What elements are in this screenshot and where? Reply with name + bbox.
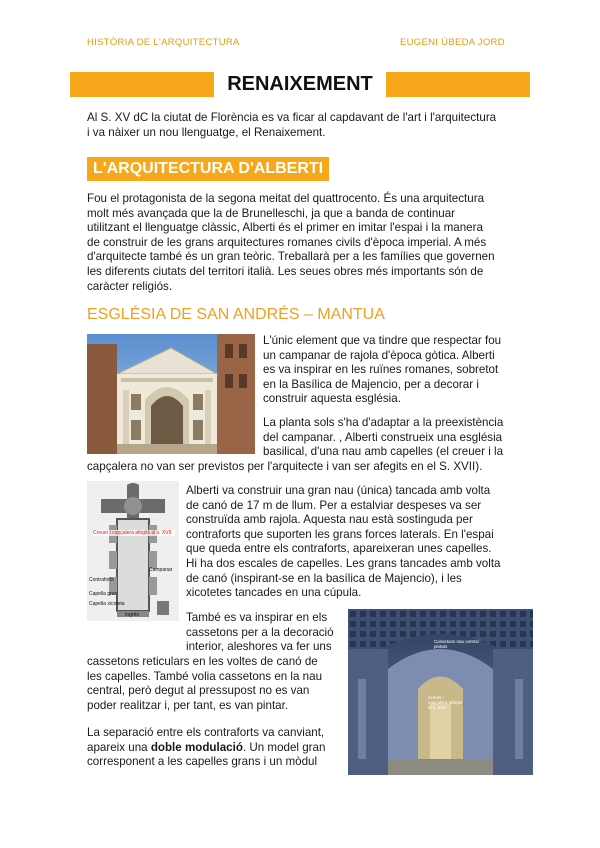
subsection-paragraph-5: La separació entre els contraforts va canviant, apareix una doble modulació. Un model gran corresponent a les capelles grans i un mòdul xyxy=(87,726,326,769)
header-right: EUGENI ÚBEDA JORD xyxy=(400,37,505,48)
subsection-heading: ESGLÉSIA DE SAN ANDRÉS – MANTUA xyxy=(87,306,385,323)
interior-label-creuer: Creuer i capçalera afegits al s. XVII xyxy=(428,695,463,710)
header-left: HISTÒRIA DE L'ARQUITECTURA xyxy=(87,37,240,48)
floor-plan xyxy=(87,481,179,621)
plan-label-capella-gran: Capella gran xyxy=(89,591,118,597)
subsection-paragraph-4a: També es va inspirar en els cassetons per a la decoració interior, aleshores va fer uns xyxy=(186,611,334,654)
section-heading: L'ARQUITECTURA D'ALBERTI xyxy=(87,157,329,181)
plan-label-capella-xicoteta: Capella xicoteta xyxy=(89,601,125,607)
subsection-paragraph-1: L'únic element que va tindre que respectar fou un campanar de rajola d'època gòtica. Alberti es va inspirar en les ruïnes romanes, sobretot en la Basílica de Majencio, per a decorar i construir aquesta església. xyxy=(263,334,502,406)
plan-label-creuer: Creuer i capçalera afegits al s. XVII xyxy=(93,530,175,536)
plan-label-contraforts: Contraforts xyxy=(89,577,114,583)
subsection-paragraph-2: La planta sols s'ha d'adaptar a la preexistència del campanar. , Alberti construeix una església basilical, d'una nau amb capelles (el creuer i la xyxy=(263,416,504,459)
page-title: RENAIXEMENT xyxy=(214,72,386,97)
section-paragraph: Fou el protagonista de la segona meitat del quattrocento. És una arquitectura molt més avançada que la de Brunelleschi, ja que a banda de continuar utilitzant el llenguatge clàssic, Alberti és el primer en imitar l'espai i la manera de construir de les grans arquitectures romanes civils d'època imperial. A més d'arquitecte també és un gran teòric. Treballarà per a les famílies que governen les diferents ciutats del territori italià. Les seues obres més importants són de caràcter religiós. xyxy=(87,192,495,293)
subsection-paragraph-2-end: capçalera no van ser previstos per l'arquitecte i van ser afegits en el S. XVII). xyxy=(87,460,483,473)
plan-label-ingres: Ingrés xyxy=(125,612,139,618)
interior-photo xyxy=(348,609,533,775)
plan-label-campanar: Campanar xyxy=(149,567,173,573)
subsection-paragraph-4b: cassetons reticulars en les voltes de canó de les capelles. També volia cassetons en la nau central, però degut al pressupost no es van poder realitzar i, per tant, es van pintar. xyxy=(87,655,323,712)
facade-photo xyxy=(87,334,255,454)
subsection-paragraph-3: Alberti va construir una gran nau (única) tancada amb volta de canó de 17 m de llum. Per a estalviar despeses va ser construïda amb rajola. Aquesta nau està sostinguda per contraforts que suporten les grans forces laterals. En l'espai que queda entre els contraforts, apareixeran unes capelles. Hi ha dos escales de capelles. Les grans tancades amb volta de canó (inspirant-se en la basílica de Majencio), i les xicotetes tancades en una cúpula. xyxy=(186,484,501,600)
interior-label-pintats: Cassetons nau central pintats xyxy=(434,639,479,649)
intro-paragraph: Al S. XV dC la ciutat de Florència es va ficar al capdavant de l'art i l'arquitectura i va nàixer un nou llenguatge, el Renaixement. xyxy=(87,111,497,139)
bold-term: doble modulació xyxy=(150,740,243,754)
